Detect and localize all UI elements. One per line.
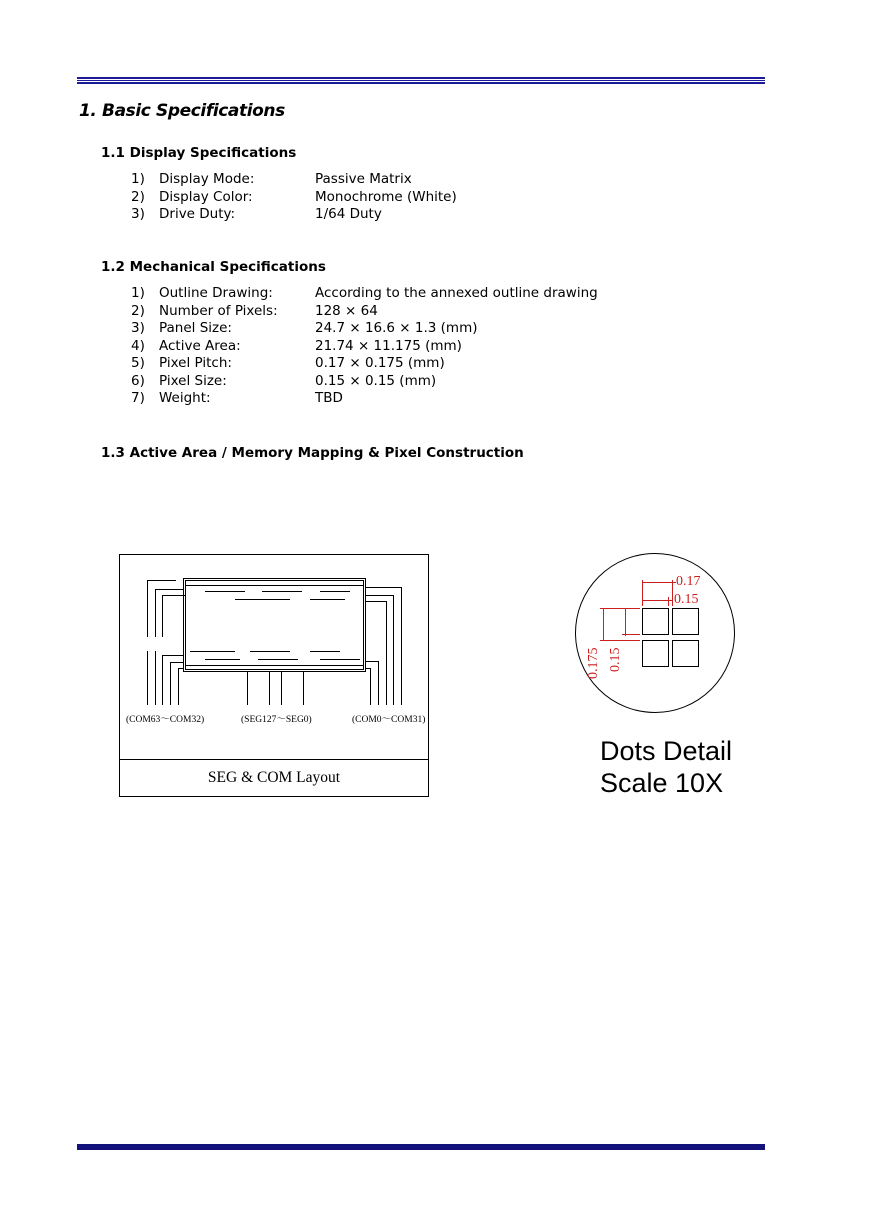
seg-com-layout-caption: SEG & COM Layout: [207, 769, 341, 786]
active-area-heading: 1.3 Active Area / Memory Mapping & Pixel Construction: [101, 445, 524, 461]
com-right-label: (COM0～COM31): [352, 715, 426, 725]
dim-size-y: 0.15: [608, 647, 623, 672]
dots-detail-caption: [600, 735, 732, 799]
dim-pitch-x: 0.17: [676, 574, 701, 589]
dots-caption-line2: Scale 10X: [600, 768, 724, 798]
display-specs-heading: 1.1 Display Specifications: [101, 145, 297, 161]
seg-label: (SEG127～SEG0): [241, 715, 312, 725]
footer-rule: [77, 1144, 765, 1150]
dim-size-x: 0.15: [674, 592, 699, 607]
mechanical-specs-heading: 1.2 Mechanical Specifications: [101, 259, 326, 275]
section-title: 1. Basic Specifications: [79, 101, 285, 121]
dots-caption-line1: Dots Detail: [600, 736, 733, 766]
com-left-label: (COM63～COM32): [126, 715, 205, 725]
dim-pitch-y: 0.175: [586, 647, 601, 679]
